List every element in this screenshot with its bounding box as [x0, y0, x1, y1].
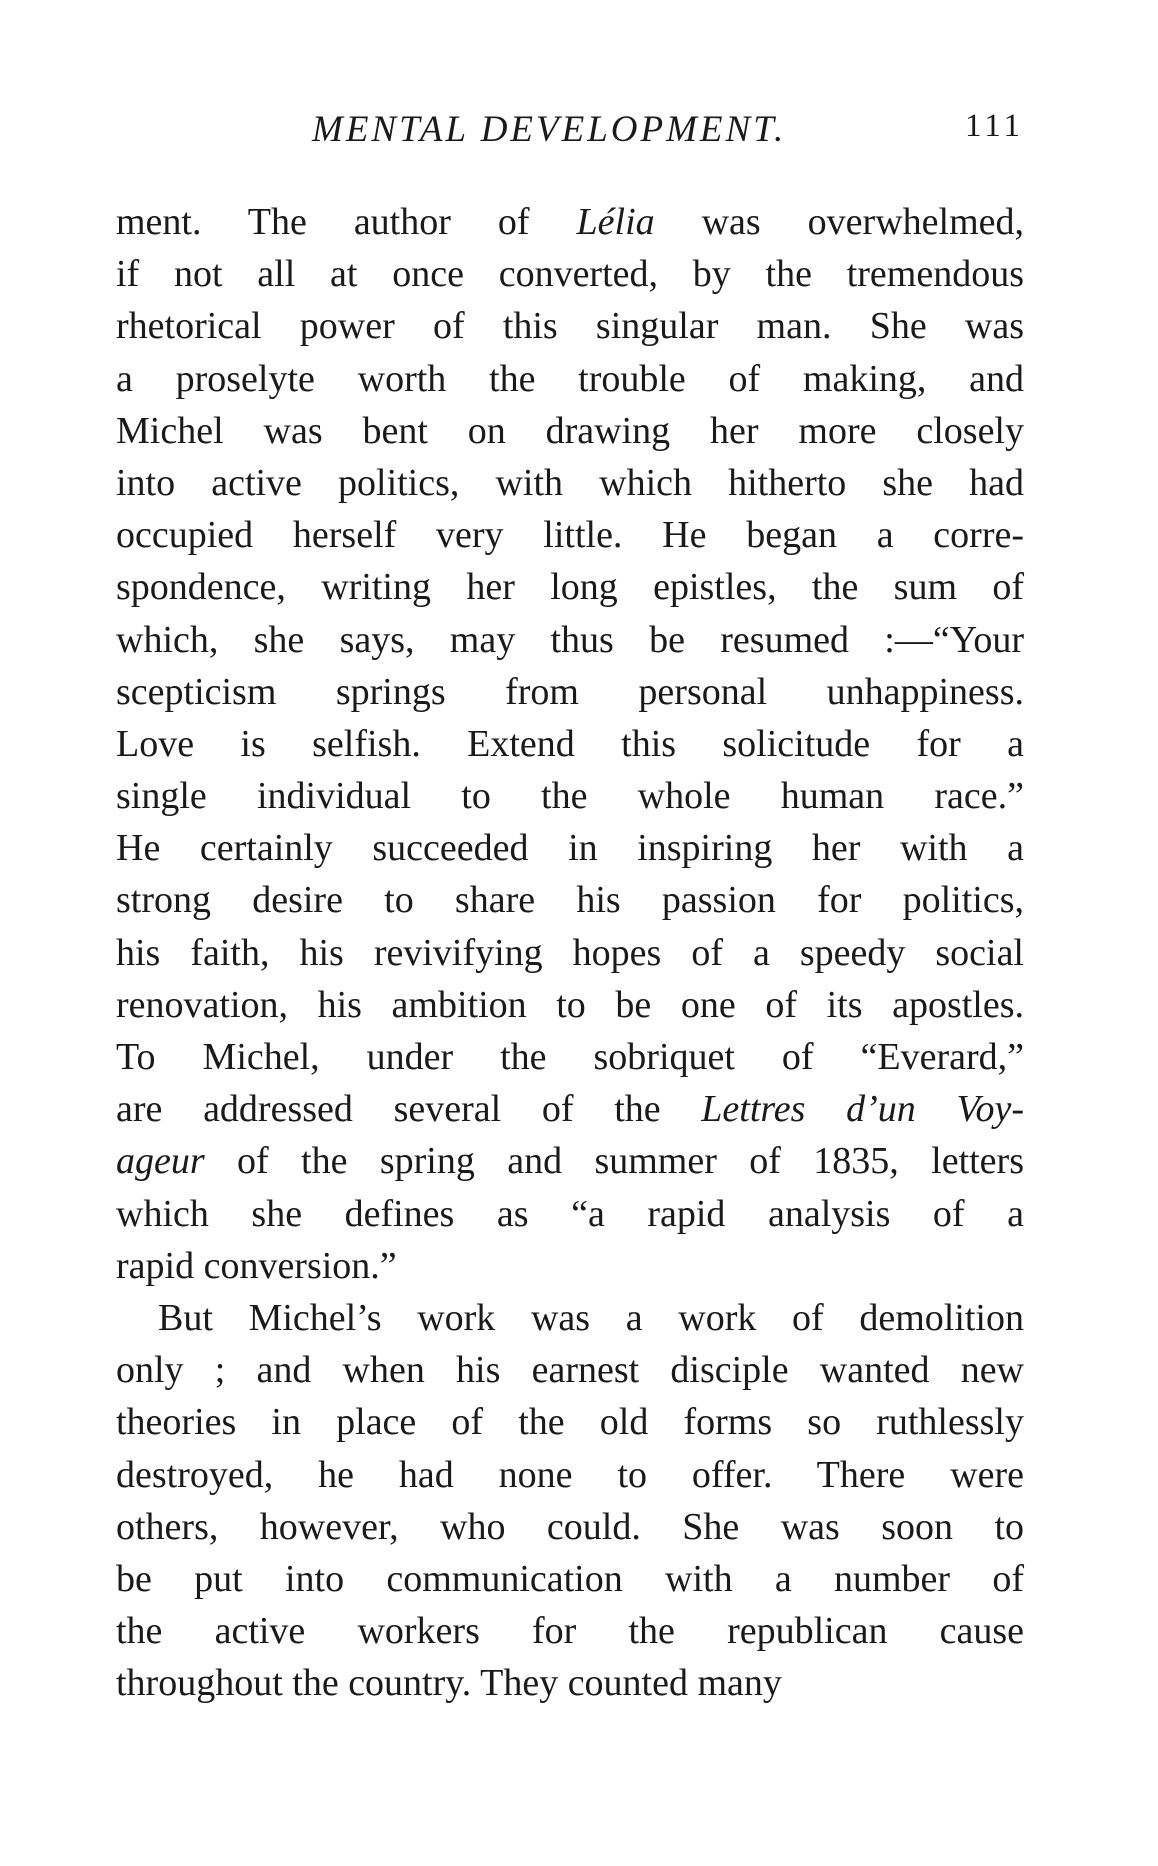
text-line: destroyed, he had none to offer. There were: [116, 1453, 1024, 1496]
text-line: [116, 1031, 1024, 1083]
text-line: others, however, who could. She was soon to: [116, 1505, 1024, 1548]
paragraph-2: [116, 1292, 1024, 1710]
text-line: [116, 509, 1024, 561]
text-line: [116, 874, 1024, 926]
text-line: [116, 1240, 1024, 1292]
text-segment: ment. The author of: [116, 201, 577, 243]
text-line: only ; and when his earnest disciple wanted new: [116, 1349, 1024, 1392]
text-line: [116, 248, 1024, 300]
text-line: But Michel’s work was a work of demolition: [158, 1296, 1024, 1339]
text-segment: Michel was bent on drawing her more closely: [116, 409, 1024, 452]
body-text: [116, 196, 1024, 1709]
italic-title: Lélia: [576, 201, 655, 243]
text-segment: single individual to the whole human race.”: [116, 775, 1024, 818]
text-segment: into active politics, with which hitherto she had: [116, 461, 1024, 504]
text-line: [116, 405, 1024, 457]
text-segment: strong desire to share his passion for politics,: [116, 879, 1024, 922]
text-line: [116, 614, 1024, 666]
text-segment: He certainly succeeded in inspiring her with a: [116, 827, 1024, 870]
text-line: theories in place of the old forms so ruthlessly: [116, 1401, 1024, 1444]
text-segment: spondence, writing her long epistles, the sum of: [116, 566, 1024, 609]
text-segment: was overwhelmed,: [654, 201, 1024, 243]
text-line: [116, 770, 1024, 822]
text-line: [116, 1188, 1024, 1240]
text-line: throughout the country. They counted many: [116, 1662, 782, 1705]
text-line: [116, 1083, 1024, 1135]
text-segment: a proselyte worth the trouble of making, and: [116, 357, 1024, 400]
text-segment: To Michel, under the sobriquet of “Everard,”: [116, 1036, 1024, 1078]
text-segment: if not all at once converted, by the tremendous: [116, 253, 1024, 296]
text-line: [116, 927, 1024, 979]
text-line: [116, 1135, 1024, 1187]
page-number: 111: [964, 108, 1024, 144]
paragraph-1: [116, 196, 1024, 1292]
text-line: [116, 457, 1024, 509]
text-line: be put into communication with a number of: [116, 1557, 1024, 1600]
text-segment: which she defines as “a rapid analysis of a: [116, 1192, 1024, 1235]
text-line: [116, 718, 1024, 770]
running-head: [116, 108, 1024, 158]
italic-title: Lettres d’un Voy-: [701, 1088, 1024, 1131]
text-segment: Love is selfish. Extend this solicitude for a: [116, 722, 1024, 765]
text-line: [116, 561, 1024, 613]
text-line: [116, 666, 1024, 718]
italic-title: ageur: [116, 1140, 205, 1183]
text-line: [116, 822, 1024, 874]
text-segment: which, she says, may thus be resumed :—“Your: [116, 618, 1024, 661]
text-segment: are addressed several of the: [116, 1088, 702, 1131]
text-segment: scepticism springs from personal unhappiness.: [116, 670, 1024, 713]
text-line: [116, 300, 1024, 352]
text-segment: rhetorical power of this singular man. She was: [116, 305, 1024, 348]
text-segment: rapid conversion.”: [116, 1244, 397, 1287]
text-line: [116, 353, 1024, 405]
text-segment: occupied herself very little. He began a corre-: [116, 514, 1024, 557]
text-segment: his faith, his revivifying hopes of a speedy social: [116, 931, 1024, 974]
text-line: the active workers for the republican cause: [116, 1610, 1024, 1653]
text-line: [116, 196, 1024, 248]
running-head-title: MENTAL DEVELOPMENT.: [312, 109, 787, 150]
text-segment: renovation, his ambition to be one of its apostles.: [116, 983, 1024, 1026]
text-line: [116, 979, 1024, 1031]
text-segment: of the spring and summer of 1835, letters: [204, 1140, 1024, 1183]
